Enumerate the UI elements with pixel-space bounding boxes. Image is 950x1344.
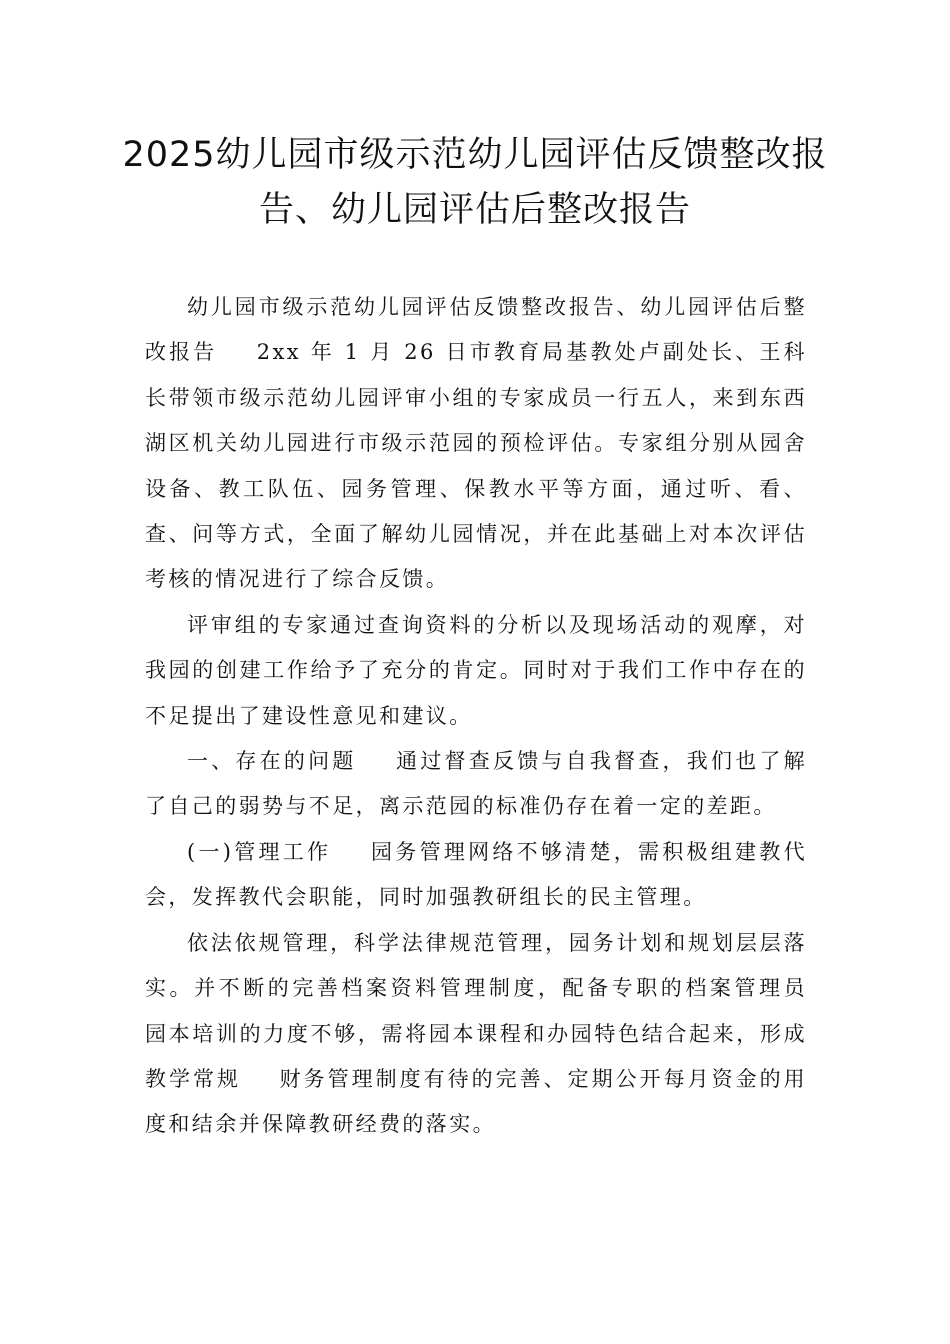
paragraph-regulation-management: 依法依规管理，科学法律规范管理，园务计划和规划层层落实。并不断的完善档案资料管理制度，配备专职的档案管理员 园本培训的力度不够，需将园本课程和办园特色结合起来，形成教学常规 财务管理制度有待的完善、定期公开每月资金的用度和结余并保障教研经费的落实。	[145, 930, 844, 1137]
paragraph-expert-review: 评审组的专家通过查询资料的分析以及现场活动的观摩，对我园的创建工作给予了充分的肯定。同时对于我们工作中存在的不足提出了建设性意见和建议。	[145, 612, 807, 728]
paragraph-intro: 幼儿园市级示范幼儿园评估反馈整改报告、幼儿园评估后整改报告 2xx 年 1 月 26 日市教育局基教处卢副处长、王科长带领市级示范幼儿园评审小组的专家成员一行五人，来到东西湖区机关幼儿园进行市级示范园的预检评估。专家组分别从园舍设备、教工队伍、园务管理、保教水平等方面，通过听、看、查、问等方式，全面了解幼儿园情况，并在此基础上对本次评估考核的情况进行了综合反馈。	[145, 295, 807, 592]
paragraph-management-work: (一)管理工作 园务管理网络不够清楚，需积极组建教代会，发挥教代会职能，同时加强教研组长的民主管理。	[145, 839, 807, 910]
paragraph-existing-problems: 一、存在的问题 通过督查反馈与自我督查，我们也了解了自己的弱势与不足，离示范园的标准仍存在着一定的差距。	[145, 749, 807, 819]
document-title: 2025幼儿园市级示范幼儿园评估反馈整改报告、幼儿园评估后整改报告	[122, 135, 828, 230]
document-body	[145, 285, 844, 1148]
